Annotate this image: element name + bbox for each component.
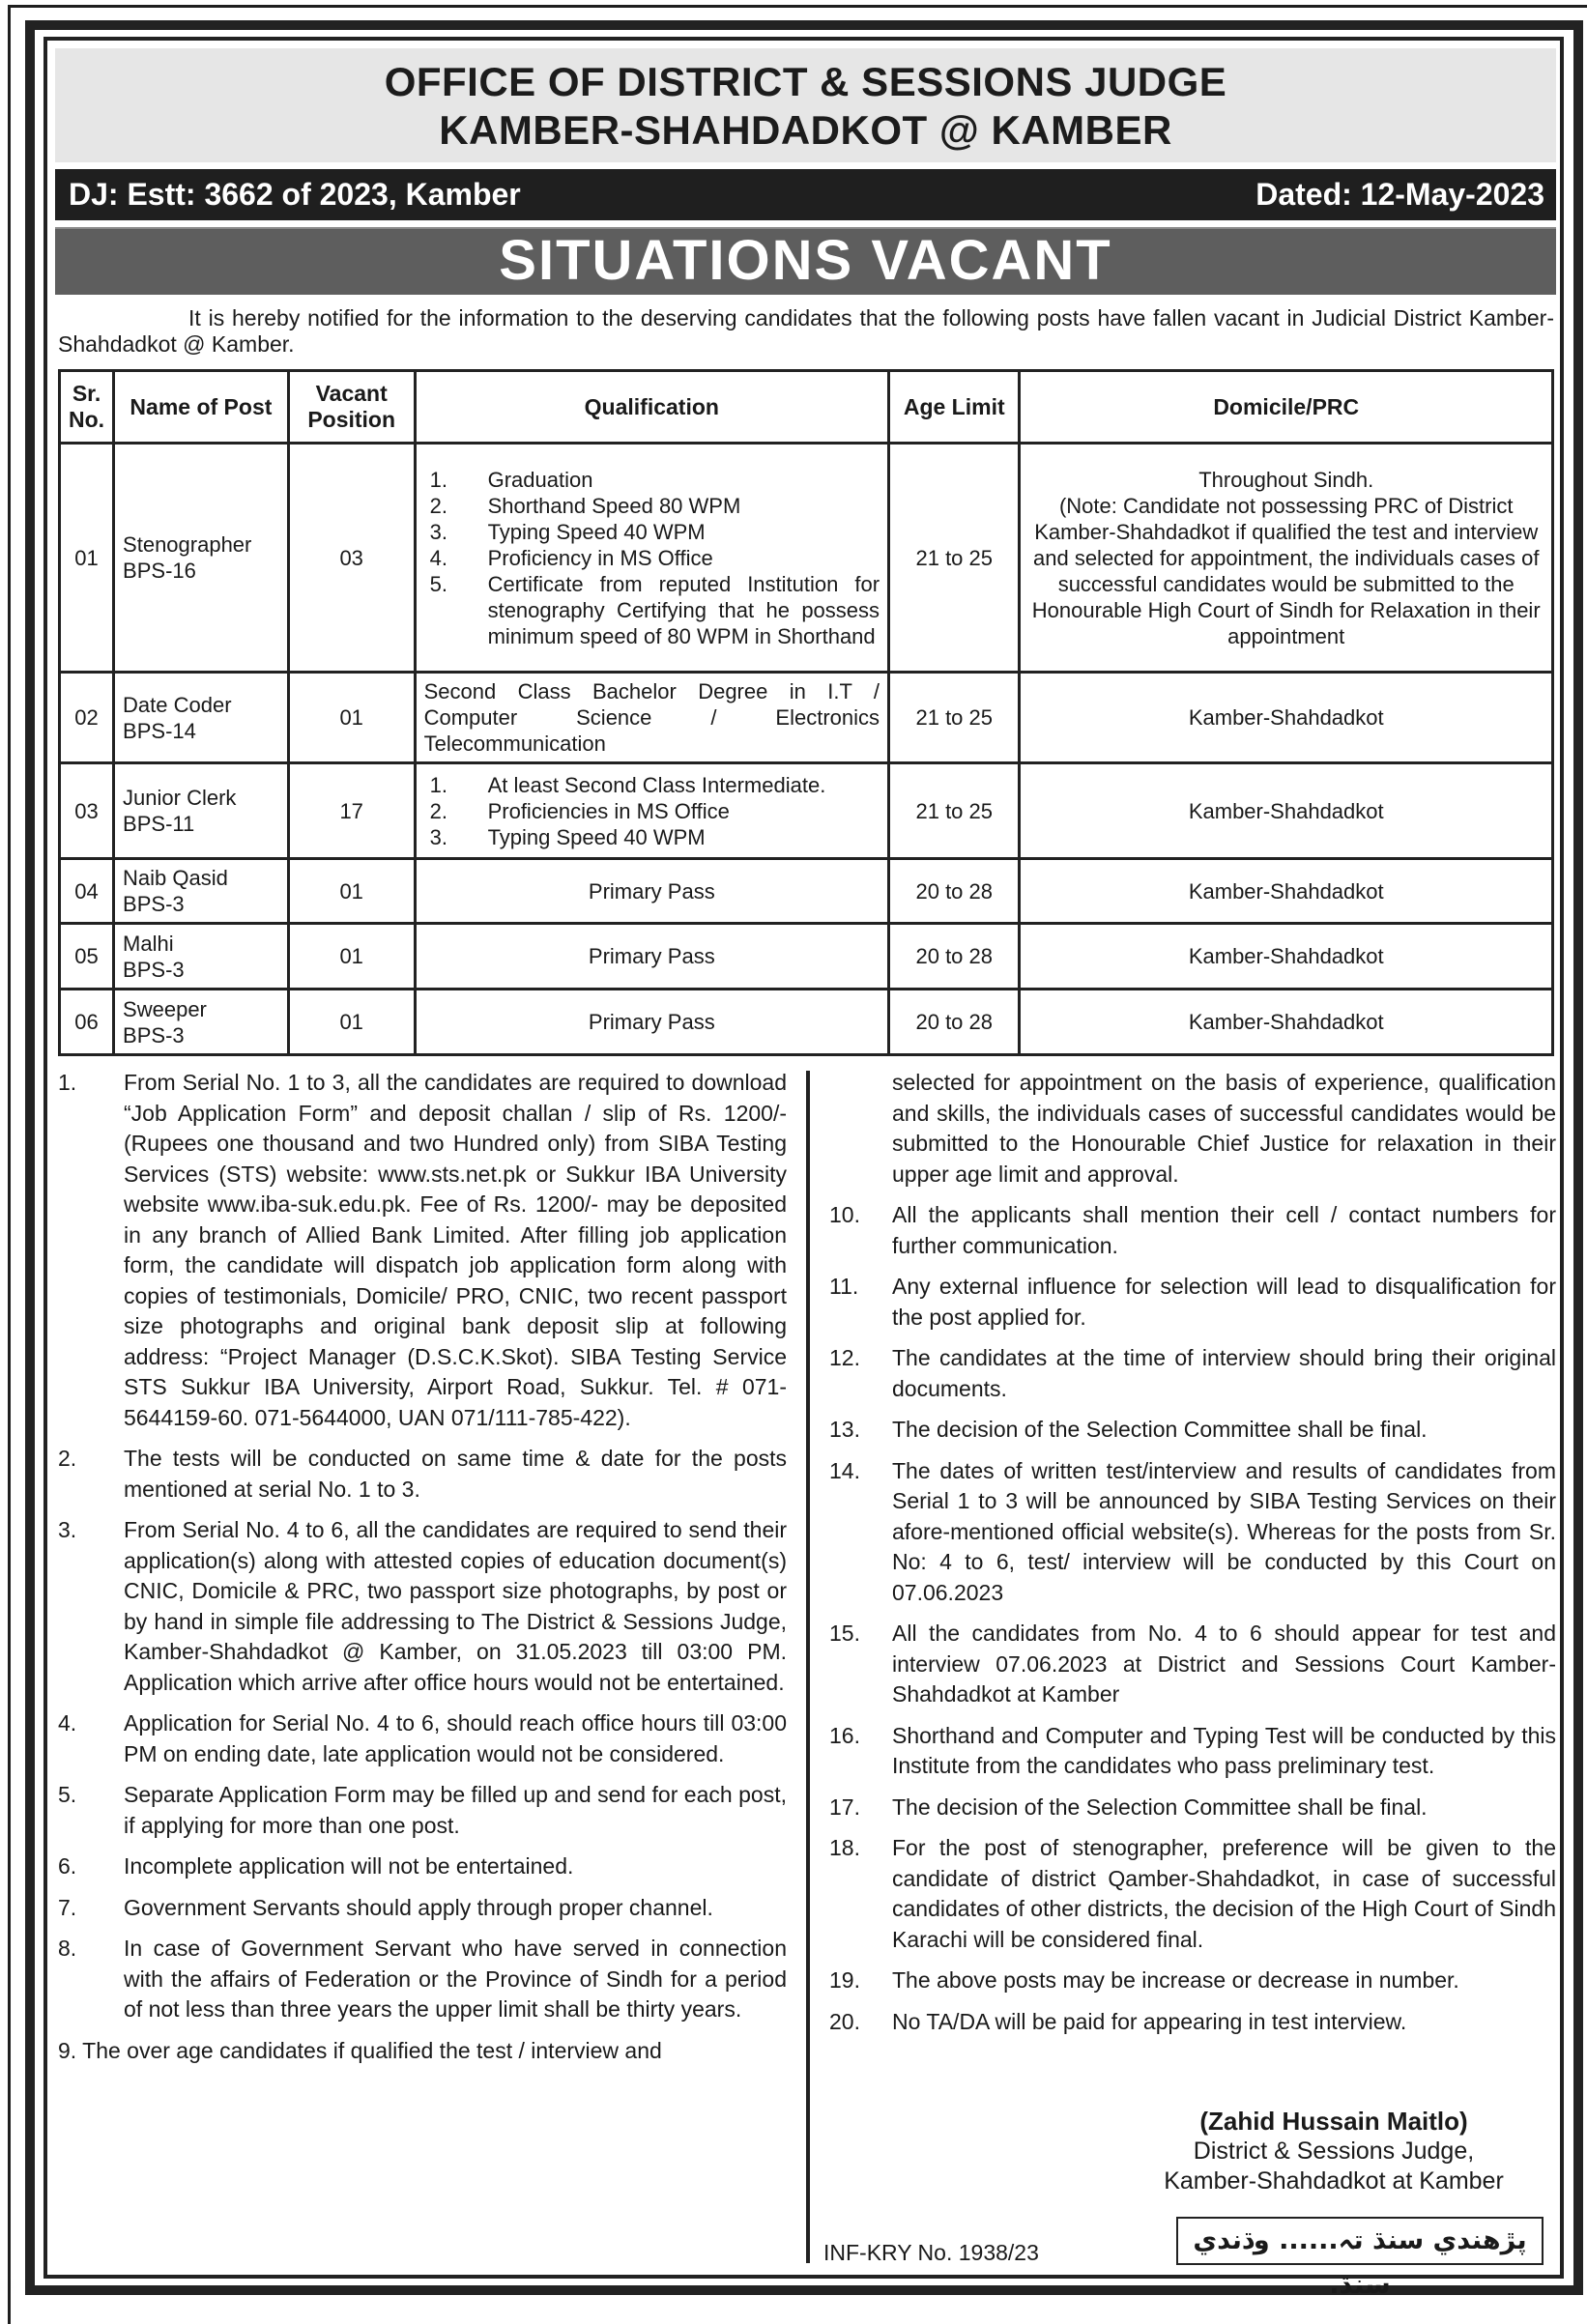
item-text: Proficiencies in MS Office: [487, 798, 730, 823]
dated: Dated: 12-May-2023: [1255, 177, 1544, 212]
qualification-item: [424, 545, 880, 571]
item-text: At least Second Class Intermediate.: [487, 772, 826, 797]
cell-sr: 01: [60, 444, 114, 673]
note-item: [829, 2007, 1556, 2038]
cell-post: [114, 673, 289, 763]
note-number: 12.: [829, 1345, 860, 1370]
header-name-of-post: Name of Post: [114, 371, 289, 444]
note-item: [829, 1793, 1556, 1823]
signatory-name: (Zahid Hussain Maitlo): [1199, 2107, 1468, 2136]
cell-age: 21 to 25: [889, 444, 1020, 673]
note-item: [829, 1200, 1556, 1261]
post-bps: BPS-11: [123, 812, 195, 836]
item-number: 2.: [429, 798, 447, 823]
item-text: Shorthand Speed 80 WPM: [487, 493, 741, 518]
reference-number: DJ: Estt: 3662 of 2023, Kamber: [69, 177, 521, 212]
item-number: 2.: [429, 493, 447, 518]
note-text: All the applicants shall mention their cell / contact numbers for further communication.: [892, 1202, 1556, 1258]
note-item: [829, 1343, 1556, 1404]
inf-number: INF-KRY No. 1938/23: [823, 2240, 1039, 2265]
post-name: Stenographer: [123, 532, 252, 557]
qualification-item: [424, 772, 880, 798]
item-number: 1.: [429, 467, 447, 492]
cell-post: [114, 444, 289, 673]
table-row: [60, 673, 1553, 763]
post-bps: BPS-3: [123, 957, 185, 982]
note-text: The tests will be conducted on same time & date for the posts mentioned at serial No. 1 to 3.: [124, 1446, 787, 1502]
table-row: [60, 990, 1553, 1055]
note-number: 18.: [829, 1835, 860, 1860]
cell-vacant: 01: [288, 924, 415, 990]
post-name: Naib Qasid: [123, 866, 228, 890]
note-number: 13.: [829, 1417, 860, 1442]
qualification-item: [424, 519, 880, 545]
note-text: Shorthand and Computer and Typing Test will be conducted by this Institute from the candidates who pass preliminary test.: [892, 1722, 1556, 1778]
vacancy-table: [58, 369, 1554, 1056]
cell-age: 21 to 25: [889, 673, 1020, 763]
post-name: Junior Clerk: [123, 786, 237, 810]
cell-age: 20 to 28: [889, 859, 1020, 924]
qualification-list: [424, 772, 880, 850]
item-text: Graduation: [487, 467, 593, 492]
reference-bar: [55, 169, 1556, 220]
note-number: 3.: [58, 1517, 77, 1542]
note-item: [58, 1515, 787, 1698]
post-bps: BPS-3: [123, 892, 185, 916]
qualification-item: [424, 493, 880, 519]
note-item: [58, 1708, 787, 1769]
cell-qualification: [415, 763, 888, 859]
note-text: No TA/DA will be paid for appearing in test interview.: [892, 2008, 1407, 2034]
note-number: 5.: [58, 1782, 77, 1807]
note-item: [829, 1833, 1556, 1955]
cell-vacant: 01: [288, 673, 415, 763]
office-title-line2: KAMBER-SHAHDADKOT @ KAMBER: [439, 107, 1172, 153]
note-number: 1.: [58, 1070, 77, 1095]
post-name: Sweeper: [123, 996, 207, 1021]
note-text: From Serial No. 4 to 6, all the candidates are required to send their application(s) along with attested copies of education document(s) CNIC, Domicile & PRC, two passport size photographs, by post or by hand in simple file addressing to The District & Sessions Judge, Kamber-Shahdadkot @ Kamber, on 31.05.2023 till 03:00 PM. Application which arrive after office hours would not be entertained.: [124, 1517, 787, 1695]
note-text: The candidates at the time of interview should bring their original documents.: [892, 1345, 1556, 1401]
cell-sr: 04: [60, 859, 114, 924]
note-number: 17.: [829, 1793, 860, 1820]
note-text: The decision of the Selection Committee shall be final.: [892, 1417, 1428, 1442]
cell-domicile: Kamber-Shahdadkot: [1020, 673, 1553, 763]
item-text: Proficiency in MS Office: [487, 545, 713, 570]
note-item: [58, 1068, 787, 1433]
note-text: The decision of the Selection Committee shall be final.: [892, 1793, 1428, 1820]
intro-paragraph: [58, 305, 1554, 358]
cell-qualification: Primary Pass: [415, 859, 888, 924]
header-age-limit: Age Limit: [889, 371, 1020, 444]
post-name: Malhi: [123, 931, 174, 956]
cell-vacant: 17: [288, 763, 415, 859]
note-9-start: 9. The over age candidates if qualified the test / interview and: [58, 2037, 662, 2063]
cell-qualification: Primary Pass: [415, 990, 888, 1055]
cell-age: 20 to 28: [889, 924, 1020, 990]
note-number: 8.: [58, 1936, 77, 1961]
post-name: Date Coder: [123, 692, 232, 717]
cell-sr: 05: [60, 924, 114, 990]
note-text: Incomplete application will not be entertained.: [124, 1853, 574, 1879]
note-item: [58, 1851, 787, 1882]
cell-vacant: 03: [288, 444, 415, 673]
header-domicile: Domicile/PRC: [1020, 371, 1553, 444]
note-item: [829, 1272, 1556, 1333]
note-item: [58, 1893, 787, 1924]
cell-age: 20 to 28: [889, 990, 1020, 1055]
header-sr-no: Sr. No.: [60, 371, 114, 444]
notes-left-column: [58, 1068, 787, 2066]
note-number: 11.: [829, 1274, 859, 1299]
note-text: For the post of stenographer, preference will be given to the candidate of district Qamber-Shahdadkot, in case of successful candidates of other districts, the decision of the High Court of Sindh Karachi will be considered final.: [892, 1835, 1556, 1952]
note-item: [829, 1619, 1556, 1710]
note-number: 16.: [829, 1722, 860, 1748]
office-title-box: [55, 48, 1556, 162]
cell-domicile: Kamber-Shahdadkot: [1020, 763, 1553, 859]
note-text: Application for Serial No. 4 to 6, should reach office hours till 03:00 PM on ending date, late application would not be considered.: [124, 1710, 787, 1766]
signatory-location: Kamber-Shahdadkot at Kamber: [1164, 2167, 1504, 2195]
post-bps: BPS-16: [123, 559, 196, 583]
qualification-list: [424, 467, 880, 649]
note-text: Any external influence for selection will lead to disqualification for the post applied for.: [892, 1274, 1556, 1330]
table-row: [60, 859, 1553, 924]
post-bps: BPS-3: [123, 1022, 185, 1047]
note-item: [829, 1721, 1556, 1782]
note-item: [58, 1444, 787, 1505]
note-item: [58, 1934, 787, 2025]
note-number: 6.: [58, 1853, 77, 1879]
note-text: The above posts may be increase or decrease in number.: [892, 1967, 1459, 1993]
cell-domicile: Kamber-Shahdadkot: [1020, 990, 1553, 1055]
office-title-line1: OFFICE OF DISTRICT & SESSIONS JUDGE: [384, 59, 1227, 104]
cell-vacant: 01: [288, 859, 415, 924]
intro-text: It is hereby notified for the information to the deserving candidates that the following posts have fallen vacant in Judicial District Kamber-Shahdadkot @ Kamber.: [58, 305, 1554, 357]
cell-sr: 06: [60, 990, 114, 1055]
cell-qualification: [415, 444, 888, 673]
note-number: 10.: [829, 1202, 860, 1227]
table-row: [60, 444, 1553, 673]
item-number: 1.: [429, 772, 447, 797]
cell-qualification: Primary Pass: [415, 924, 888, 990]
cell-sr: 02: [60, 673, 114, 763]
cell-domicile: [1020, 444, 1553, 673]
item-number: 5.: [429, 571, 447, 596]
header-vacant-position: Vacant Position: [288, 371, 415, 444]
qualification-item: [424, 467, 880, 493]
item-number: 3.: [429, 519, 447, 544]
table-row: [60, 763, 1553, 859]
note-item: [58, 1780, 787, 1841]
note-text: Government Servants should apply through proper channel.: [124, 1894, 713, 1920]
cell-sr: 03: [60, 763, 114, 859]
qualification-item: [424, 824, 880, 850]
notes-right-column: [829, 1068, 1556, 2048]
note-9-continued: selected for appointment on the basis of experience, qualification and skills, the individuals cases of successful candidates would be submitted to the Honourable Chief Justice for relaxation in their upper age limit and approval.: [892, 1070, 1556, 1187]
cell-post: [114, 763, 289, 859]
cell-age: 21 to 25: [889, 763, 1020, 859]
item-text: Typing Speed 40 WPM: [487, 824, 706, 849]
cell-post: [114, 924, 289, 990]
domicile-text: Throughout Sindh.: [1198, 467, 1374, 492]
item-text: Typing Speed 40 WPM: [487, 519, 706, 544]
table-row: [60, 924, 1553, 990]
note-text: From Serial No. 1 to 3, all the candidates are required to download “Job Application Form” and deposit challan / slip of Rs. 1200/- (Rupees one thousand and two Hundred only) from SIBA Testing Services (STS) website: www.sts.net.pk or Sukkur IBA University website www.iba-suk.edu.pk. Fee of Rs. 1200/- may be deposited in any branch of Allied Bank Limited. After filling job application form, the candidate will dispatch job application form along with copies of testimonials, Domicile/ PRO, CNIC, two recent passport size photographs and original bank deposit slip at following address: “Project Manager (D.S.C.K.Skot). SIBA Testing Service STS Sukkur IBA University, Airport Road, Sukkur. Tel. # 071-5644159-60. 071-5644000, UAN 071/111-785-422).: [124, 1070, 787, 1430]
note-number: 15.: [829, 1621, 860, 1646]
cell-vacant: 01: [288, 990, 415, 1055]
note-number: 4.: [58, 1710, 77, 1736]
note-number: 2.: [58, 1446, 77, 1471]
item-text: Certificate from reputed Institution for stenography Certifying that he possess minimum speed of 80 WPM in Shorthand: [487, 571, 880, 648]
post-bps: BPS-14: [123, 718, 196, 743]
note-item: [829, 1965, 1556, 1996]
cell-post: [114, 859, 289, 924]
signatory-designation: District & Sessions Judge,: [1193, 2138, 1475, 2165]
cell-domicile: Kamber-Shahdadkot: [1020, 924, 1553, 990]
qualification-item: [424, 571, 880, 649]
note-text: All the candidates from No. 4 to 6 should appear for test and interview 07.06.2023 at District and Sessions Court Kamber-Shahdadkot at Kamber: [892, 1621, 1556, 1707]
sindhi-slogan-box: پڙهندي سنڌ تہ...... وڌندي سنڌ.: [1176, 2217, 1544, 2265]
cell-qualification: Second Class Bachelor Degree in I.T / Computer Science / Electronics Telecommunication: [415, 673, 888, 763]
header-qualification: Qualification: [415, 371, 888, 444]
qualification-item: [424, 798, 880, 824]
cell-post: [114, 990, 289, 1055]
domicile-note: (Note: Candidate not possessing PRC of District Kamber-Shahdadkot if qualified the test and interview and selected for appointment, the individuals cases of successful candidates would be submitted to the Honourable High Court of Sindh for Relaxation in their appointment: [1031, 493, 1541, 648]
note-text: In case of Government Servant who have served in connection with the affairs of Federation or the Province of Sindh for a period of not less than three years the upper limit shall be thirty years.: [124, 1936, 787, 2022]
note-number: 7.: [58, 1894, 77, 1920]
item-number: 3.: [429, 824, 447, 849]
column-divider: [806, 1071, 810, 2263]
cell-domicile: Kamber-Shahdadkot: [1020, 859, 1553, 924]
table-header-row: [60, 371, 1553, 444]
note-text: Separate Application Form may be filled up and send for each post, if applying for more than one post.: [124, 1782, 787, 1838]
note-item: [829, 1415, 1556, 1446]
note-number: 14.: [829, 1457, 860, 1483]
situations-vacant-banner: SITUATIONS VACANT: [55, 227, 1556, 295]
signature-block: [1111, 2107, 1556, 2196]
note-item: [829, 1456, 1556, 1609]
item-number: 4.: [429, 545, 447, 570]
note-text: The dates of written test/interview and results of candidates from Serial 1 to 3 will be announced by SIBA Testing Services on their afore-mentioned official website(s). Whereas for the posts from Sr. No: 4 to 6, test/ interview will be conducted by this Court on 07.06.2023: [892, 1457, 1556, 1605]
note-number: 19.: [829, 1967, 860, 1993]
note-number: 20.: [829, 2008, 860, 2034]
